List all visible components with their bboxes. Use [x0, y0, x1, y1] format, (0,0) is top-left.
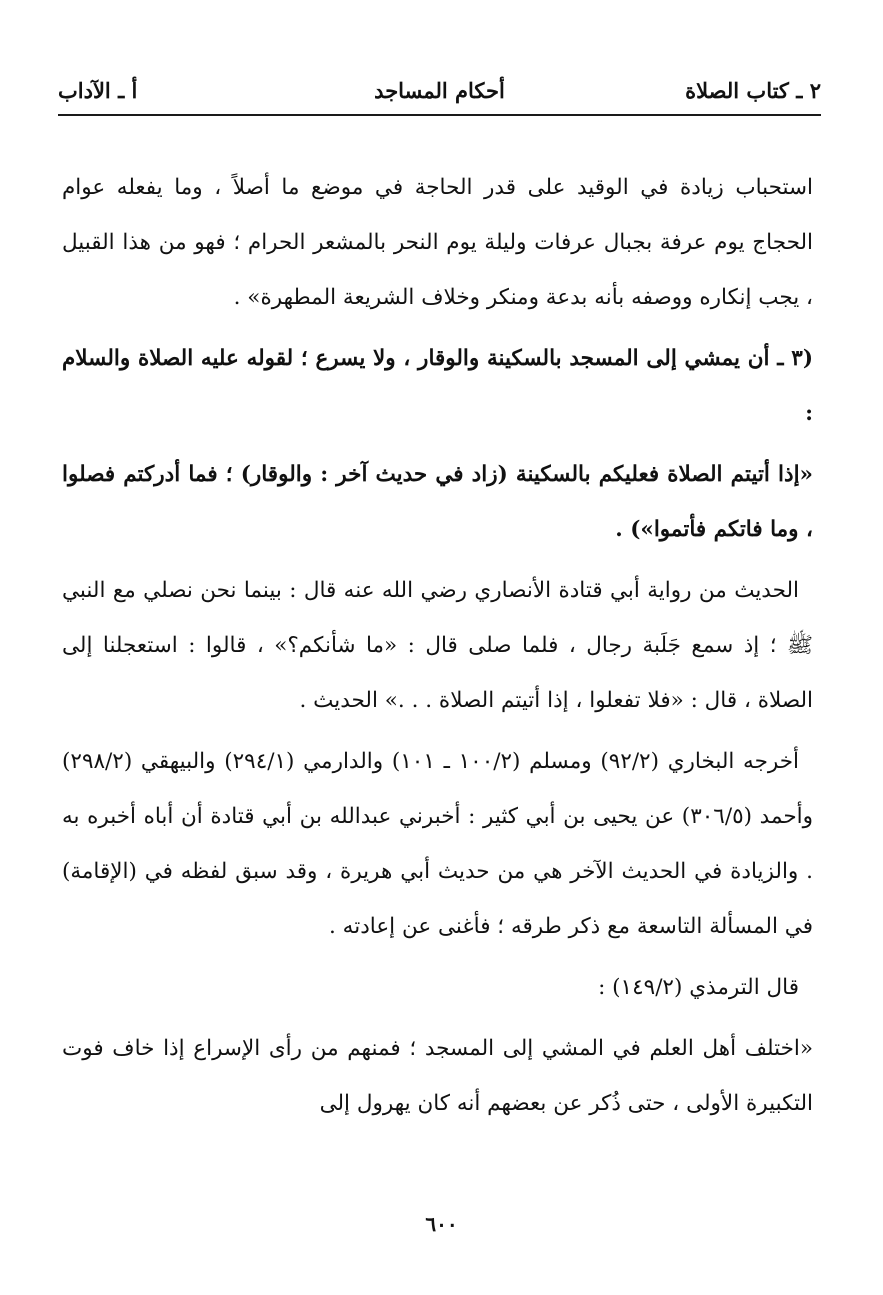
paragraph-tirmidhi-intro: قال الترمذي (١٤٩/٢) :	[598, 975, 799, 1000]
chapter-title: ٢ ـ كتاب الصلاة	[685, 78, 821, 103]
subsection-title: أ ـ الآداب	[58, 78, 138, 103]
paragraph-rule-heading: (٣ ـ أن يمشي إلى المسجد بالسكينة والوقار ، ولا يسرع ؛ لقوله عليه الصلاة والسلام :	[62, 346, 813, 426]
paragraph-continuation: استحباب زيادة في الوقيد على قدر الحاجة في موضع ما أصلاً ، وما يفعله عوام الحجاج يوم عرفة بجبال عرفات وليلة يوم النحر بالمشعر الحرام ؛ فهو من هذا القبيل ، يجب إنكاره ووصفه بأنه بدعة ومنكر وخلاف الشريعة المطهرة» .	[62, 175, 813, 310]
paragraph-tirmidhi-quote: «اختلف أهل العلم في المشي إلى المسجد ؛ فمنهم من رأى الإسراع إذا خاف فوت التكبيرة الأولى ، حتى ذُكر عن بعضهم أنه كان يهرول إلى	[62, 1036, 813, 1116]
page-body	[62, 160, 813, 1131]
header-divider	[58, 114, 821, 116]
running-header	[58, 74, 821, 114]
paragraph-hadith-text: «إذا أتيتم الصلاة فعليكم بالسكينة (زاد في حديث آخر : والوقار) ؛ فما أدركتم فصلوا ، وما فاتكم فأتموا») .	[62, 462, 813, 542]
paragraph-takhrij: أخرجه البخاري (٩٢/٢) ومسلم (١٠٠/٢ ـ ١٠١) والدارمي (٢٩٤/١) والبيهقي (٢٩٨/٢) وأحمد (٣٠٦/٥) عن يحيى بن أبي كثير : أخبرني عبدالله بن أبي قتادة أن أباه أخبره به . والزيادة في الحديث الآخر هي من حديث أبي هريرة ، وقد سبق لفظه في (الإقامة) في المسألة التاسعة مع ذكر طرقه ؛ فأغنى عن إعادته .	[62, 749, 813, 939]
section-title: أحكام المساجد	[374, 78, 505, 103]
paragraph-hadith-narration: الحديث من رواية أبي قتادة الأنصاري رضي الله عنه قال : بينما نحن نصلي مع النبي ﷺ ؛ إذ سمع جَلَبة رجال ، فلما صلى قال : «ما شأنكم؟» ، قالوا : استعجلنا إلى الصلاة ، قال : «فلا تفعلوا ، إذا أتيتم الصلاة . . .» الحديث .	[62, 578, 813, 713]
page-number: ٦٠٠	[425, 1212, 458, 1236]
